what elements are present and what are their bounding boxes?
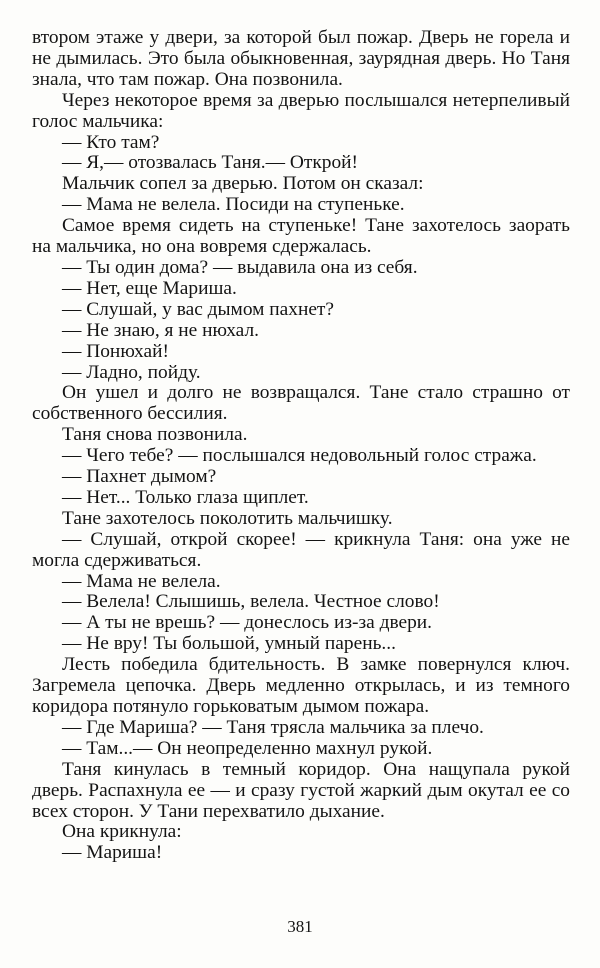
page-text — [32, 28, 570, 864]
paragraph: — Кто там? — [62, 131, 160, 153]
paragraph: — Ладно, пойду. — [62, 361, 201, 383]
paragraph: Через некоторое время за дверью послышался нетерпеливый голос мальчика: — [32, 89, 570, 132]
paragraph: — Слушай, открой скорее! — крикнула Таня: она уже не могла сдерживаться. — [32, 528, 570, 571]
paragraph: — Там...— Он неопределенно махнул рукой. — [62, 737, 433, 759]
paragraph: Тане захотелось поколотить мальчишку. — [62, 507, 393, 529]
paragraph: — Я,— отозвалась Таня.— Открой! — [62, 152, 359, 174]
paragraph: Таня кинулась в темный коридор. Она нащупала рукой дверь. Распахнула ее — и сразу густой жаркий дым окутал ее со всех сторон. У Тани перехватило дыхание. — [32, 758, 570, 822]
paragraph: Мальчик сопел за дверью. Потом он сказал: — [62, 173, 424, 195]
paragraph: — Нет, еще Мариша. — [62, 277, 237, 299]
paragraph: — Ты один дома? — выдавила она из себя. — [62, 256, 418, 278]
paragraph: Он ушел и долго не возвращался. Тане стало страшно от собственного бессилия. — [32, 382, 570, 425]
paragraph: — Нет... Только глаза щиплет. — [62, 486, 309, 508]
paragraph: — Мама не велела. — [62, 570, 221, 592]
paragraph: — Пахнет дымом? — [62, 466, 217, 488]
paragraph: — Не вру! Ты большой, умный парень... — [62, 633, 396, 655]
paragraph: — Мама не велела. Посиди на ступеньке. — [62, 194, 405, 216]
paragraph: — Где Мариша? — Таня трясла мальчика за плечо. — [62, 716, 484, 738]
paragraph: Лесть победила бдительность. В замке повернулся ключ. Загремела цепочка. Дверь медленно открылась, и из темного коридора потянуло горьковатым дымом пожара. — [32, 654, 570, 717]
paragraph: — А ты не врешь? — донеслось из-за двери. — [62, 612, 433, 634]
paragraph: — Мариша! — [62, 842, 163, 864]
paragraph: — Велела! Слышишь, велела. Честное слово! — [62, 591, 440, 613]
paragraph: — Чего тебе? — послышался недовольный голос стража. — [62, 445, 537, 467]
page-number: 381 — [287, 917, 313, 936]
paragraph: Она крикнула: — [62, 821, 182, 843]
paragraph: Самое время сидеть на ступеньке! Тане захотелось заорать на мальчика, но она вовремя сдержалась. — [32, 215, 570, 258]
paragraph: втором этаже у двери, за которой был пожар. Дверь не горела и не дымилась. Это была обыкновенная, заурядная дверь. Но Таня знала, что там пожар. Она позвонила. — [32, 27, 570, 90]
paragraph: Таня снова позвонила. — [62, 424, 248, 446]
paragraph: — Слушай, у вас дымом пахнет? — [62, 298, 335, 320]
paragraph: — Не знаю, я не нюхал. — [62, 319, 259, 341]
paragraph: — Понюхай! — [62, 340, 169, 362]
